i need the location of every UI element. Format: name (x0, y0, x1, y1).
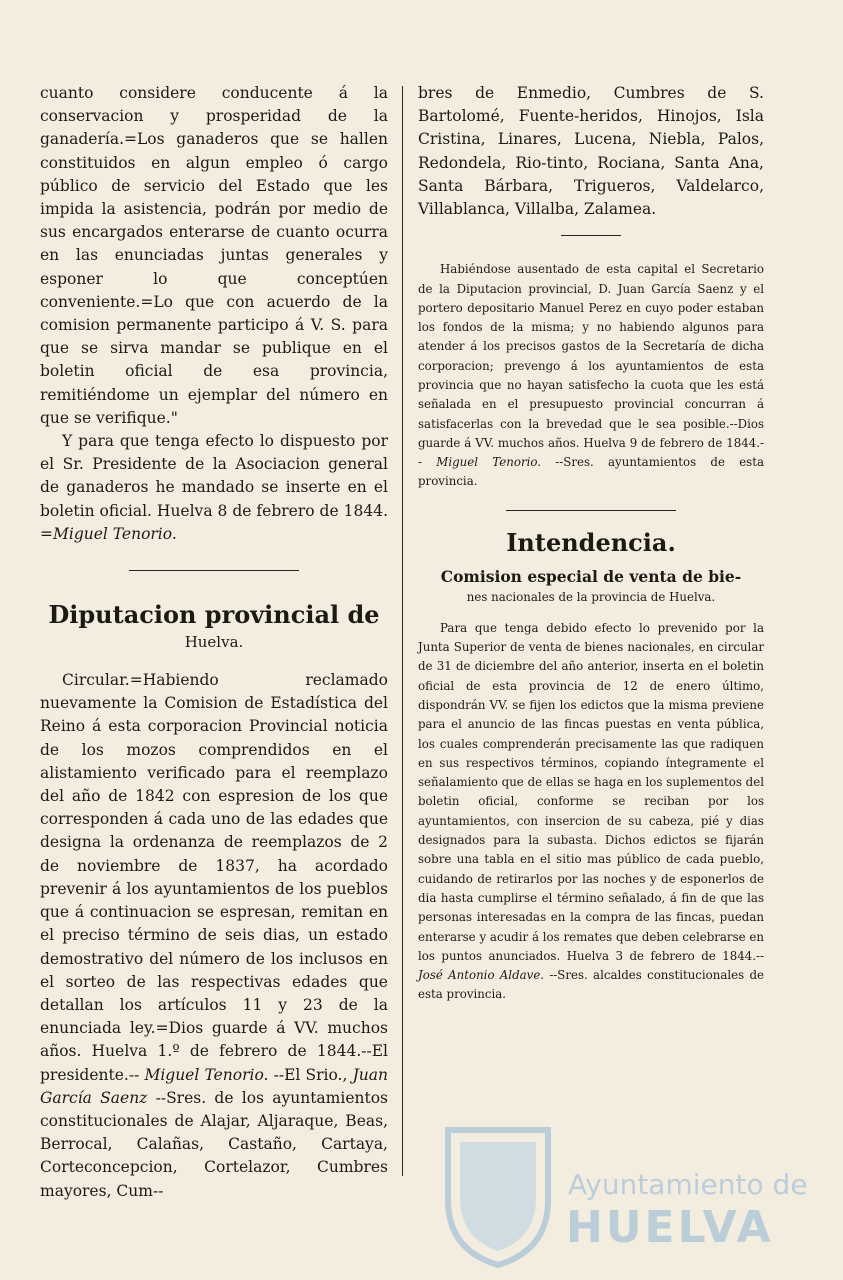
diputacion-subheading: Huelva. (184, 633, 244, 652)
diputacion-heading: Diputacion provincial de (48, 600, 380, 630)
comision-subheading-continued: nes nacionales de la provincia de Huelva. (466, 589, 716, 604)
intendencia-heading: Intendencia. (506, 527, 676, 557)
short-divider (561, 235, 621, 236)
right-paragraph-2-addressees: --Sres. ayuntamientos de esta provincia. (418, 455, 765, 489)
right-paragraph-2-signature: Miguel Tenorio. (436, 455, 541, 470)
right-paragraph-2-text: Habiéndose ausentado de esta capital el Secretario de la Diputacion provincial, D. Juan García Saenz y el portero depositario Manuel Perez en cuyo poder estaban los fondos de la misma; y no habiendo algunos para atender á los precisos gastos de la Secretaría de dicha corporacion; prevengo á los ayuntamientos de esta provincia que no hayan satisfecho la cuota que les está señalada en el presupuesto provincial concurran á satisfacerlas con la brevedad que le sea posible.--Dios guarde á VV. muchos años. Huelva 9 de febrero de 1844.-- (418, 262, 764, 470)
left-paragraph-2-signature: =Miguel Tenorio. (40, 524, 177, 543)
left-paragraph-2-text: Y para que tenga efecto lo dispuesto por el Sr. Presidente de la Asociacion general de ganaderos he mandado se inserte en el boletin oficial. Huelva 8 de febrero de 1844. (40, 432, 388, 520)
left-column (40, 82, 388, 1203)
circular-paragraph (40, 669, 388, 1203)
circular-secretary-label: --El Srio., (273, 1065, 348, 1084)
circular-signature-president: Miguel Tenorio. (144, 1065, 269, 1084)
coat-of-arms-icon (438, 1120, 558, 1270)
section-divider (129, 570, 299, 571)
watermark-line-1: Ayuntamiento de (568, 1168, 808, 1201)
left-paragraph-1: cuanto considere conducente á la conservacion y prosperidad de la ganadería.=Los ganaderos que se hallen constituidos en algun empleo ó cargo público de servicio del Estado que les impida la asistencia, podrán por medio de sus encargados enterarse de cuanto ocurra en las enunciadas juntas generales y esponer lo que conceptúen conveniente.=Lo que con acuerdo de la comision permanente participo á V. S. para que se sirva mandar se publique en el boletin oficial de esa provincia, remitiéndome un ejemplar del número en que se verifique." (40, 84, 388, 427)
right-column (418, 82, 764, 1005)
right-paragraph-3-text: Para que tenga debido efecto lo prevenido por la Junta Superior de venta de bienes nacionales, en circular de 31 de diciembre del año anterior, inserta en el boletin oficial de esta provincia de 12 de enero último, dispondrán VV. se fijen los edictos que la misma previene para el anuncio de las fincas puestas en venta pública, los cuales comprenderán precisamente las que radiquen en sus respectivos términos, copiando íntegramente el señalamiento que de ellas se haga en los suplementos del boletin oficial, conforme se reciban por los ayuntamientos, con insercion de su cabeza, pié y dias designados para la subasta. Dichos edictos se fijarán sobre una tabla en el sitio mas público de cada pueblo, cuidando de retirarlos por las noches y de esponerlos de dia hasta cumplirse el término señalado, á fin de que las personas interesadas en la compra de las fincas, puedan enterarse y acudir á los remates que deben celebrarse en los puntos anunciados. Huelva 3 de febrero de 1844.-- (418, 620, 764, 963)
comision-subheading: Comision especial de venta de bie- (440, 566, 742, 586)
right-paragraph-3 (418, 619, 764, 1005)
column-divider (402, 86, 403, 1176)
watermark-line-2: HUELVA (566, 1202, 774, 1253)
right-paragraph-3-addressees: --Sres. alcaldes constitucionales de esta provincia. (418, 968, 764, 1002)
circular-signature-secretary: Juan García Saenz (40, 1065, 388, 1107)
section-divider-right (506, 510, 676, 511)
archive-watermark (438, 1120, 808, 1270)
left-paragraph-2 (40, 430, 388, 546)
circular-addressees: --Sres. de los ayuntamientos constitucionales de Alajar, Aljaraque, Beas, Berrocal, Calañas, Castaño, Cartaya, Corteconcepcion, Cortelazor, Cumbres mayores, Cum-- (40, 1088, 388, 1200)
right-paragraph-1: bres de Enmedio, Cumbres de S. Bartolomé, Fuente-heridos, Hinojos, Isla Cristina, Linares, Lucena, Niebla, Palos, Redondela, Rio-tinto, Rociana, Santa Ana, Santa Bárbara, Trigueros, Valdelarco, Villablanca, Villalba, Zalamea. (418, 84, 764, 219)
right-paragraph-3-signature: José Antonio Aldave. (418, 968, 545, 983)
circular-text: Circular.=Habiendo reclamado nuevamente la Comision de Estadística del Reino á esta corporacion Provincial noticia de los mozos comprendidos en el alistamiento verificado para el reemplazo del año de 1842 con espresion de los que corresponden á cada uno de las edades que designa la ordenanza de reemplazos de 2 de noviembre de 1837, ha acordado prevenir á los ayuntamientos de los pueblos que á continuacion se espresan, remitan en el preciso término de seis dias, un estado demostrativo del número de los inclusos en el sorteo de las respectivas edades que detallan los artículos 11 y 23 de la enunciada ley.=Dios guarde á VV. muchos años. Huelva 1.º de febrero de 1844.--El presidente.-- (40, 671, 388, 1084)
right-paragraph-2 (418, 260, 764, 492)
